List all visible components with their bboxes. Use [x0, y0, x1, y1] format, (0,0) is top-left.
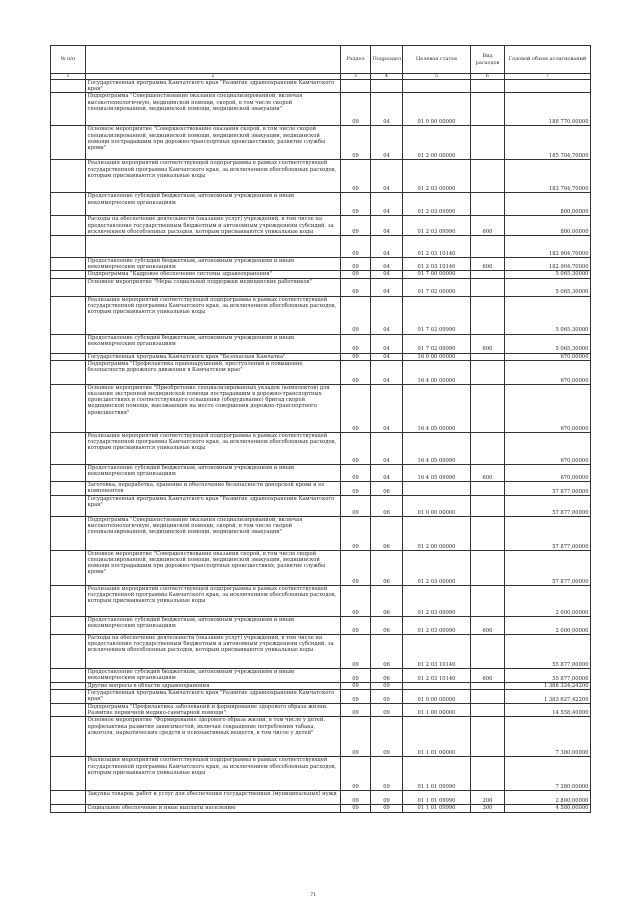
razdel-cell: [341, 80, 371, 93]
name-cell: Расходы на обеспечение деятельности (оказание услуг) учреждений, в том числе на предоставление государственным бюджетным и автономным учреждениям субсидий, за исключением обособленных расходов, которым присваиваются уникальные коды: [86, 216, 341, 236]
csr-cell: 01 7 00 00000: [403, 271, 471, 278]
csr-cell: [403, 481, 471, 495]
razdel-cell: 09: [341, 682, 371, 689]
podrazdel-cell: 04: [371, 353, 403, 360]
csr-cell: 01 1 00 00000: [403, 704, 471, 717]
table-row: [51, 668, 591, 682]
razdel-cell: 09: [341, 495, 371, 516]
amount-cell: 800,00000: [505, 216, 591, 236]
razdel-cell: 09: [341, 791, 371, 805]
table-row: [51, 717, 591, 757]
name-cell: Реализация мероприятий соответствующей подпрограммы в рамках соответствующей государственной программы Камчатского края, за исключением обособленных расходов, которым присваиваются уникальные коды: [86, 160, 341, 193]
vr-cell: [471, 278, 505, 296]
amount-cell: 57 877,00000: [505, 481, 591, 495]
amount-cell: 800,00000: [505, 193, 591, 216]
podrazdel-cell: 04: [371, 296, 403, 334]
table-row: [51, 432, 591, 464]
amount-cell: 4 580,00000: [505, 805, 591, 812]
num-cell: [51, 616, 86, 634]
csr-cell: 16 4 05 09990: [403, 464, 471, 481]
vr-cell: [471, 271, 505, 278]
name-cell: Основное мероприятие "Совершенствование оказания скорой, в том числе скорой специализированной, медицинской помощи, медицинской эвакуации, медицинской помощи пострадавшим при дорожно-транспортных происшествиях, развитие службы крови": [86, 126, 341, 160]
name-cell: Предоставление субсидий бюджетным, автономным учреждениям и иным некоммерческим организациям: [86, 464, 341, 481]
name-cell: Подпрограмма "Кадровое обеспечение системы здравоохранения": [86, 271, 341, 278]
table-row: [51, 334, 591, 353]
razdel-cell: 09: [341, 193, 371, 216]
razdel-cell: 09: [341, 668, 371, 682]
amount-cell: 55 877,00000: [505, 668, 591, 682]
csr-cell: 01 0 00 00000: [403, 495, 471, 516]
amount-cell: 1 383 627,42200: [505, 690, 591, 704]
amount-cell: 57 877,00000: [505, 550, 591, 585]
table-row: [51, 757, 591, 791]
csr-cell: 01 1 01 09990: [403, 805, 471, 812]
vr-cell: 600: [471, 464, 505, 481]
podrazdel-cell: 09: [371, 791, 403, 805]
csr-cell: 01 2 03 09990: [403, 193, 471, 216]
table-row: [51, 791, 591, 805]
csr-cell: 16 4 05 09990: [403, 432, 471, 464]
amount-cell: [505, 80, 591, 93]
num-cell: [51, 668, 86, 682]
table-row: [51, 585, 591, 616]
vr-cell: 200: [471, 791, 505, 805]
vr-cell: [471, 432, 505, 464]
table-row: [51, 193, 591, 216]
amount-cell: 183 704,70000: [505, 160, 591, 193]
table-row: [51, 704, 591, 717]
table-row: [51, 550, 591, 585]
name-cell: Подпрограмма "Профилактика правонарушений, преступлений и повышение безопасности дорожного движения в Камчатском крае": [86, 360, 341, 384]
vr-cell: [471, 634, 505, 668]
num-cell: [51, 278, 86, 296]
podrazdel-cell: 04: [371, 258, 403, 271]
amount-cell: 670,00000: [505, 464, 591, 481]
name-cell: Закупка товаров, работ и услуг для обеспечения государственных (муниципальных) нужд: [86, 791, 341, 805]
amount-cell: 1 388 324,24200: [505, 682, 591, 689]
header-csr: Целевая статья: [403, 46, 471, 74]
vr-cell: 600: [471, 216, 505, 236]
index-cell: 3: [341, 74, 371, 80]
num-cell: [51, 805, 86, 812]
num-cell: [51, 258, 86, 271]
amount-cell: 7 380,00000: [505, 757, 591, 791]
csr-cell: 16 4 00 00000: [403, 360, 471, 384]
podrazdel-cell: 04: [371, 271, 403, 278]
vr-cell: [471, 360, 505, 384]
csr-cell: 16 4 05 00000: [403, 384, 471, 432]
razdel-cell: 09: [341, 334, 371, 353]
amount-cell: 57 877,00000: [505, 516, 591, 550]
table-row: [51, 80, 591, 93]
razdel-cell: 09: [341, 216, 371, 236]
vr-cell: [471, 160, 505, 193]
name-cell: Подпрограмма "Совершенствование оказания специализированной, включая высокотехнологичную, медицинской помощи, скорой, в том числе скорой специализированной, медицинской помощи, медицинской эвакуации": [86, 93, 341, 126]
podrazdel-cell: 06: [371, 495, 403, 516]
podrazdel-cell: 04: [371, 236, 403, 258]
table-row: [51, 126, 591, 160]
name-cell: Государственная программа Камчатского края "Развитие здравоохранения Камчатского края": [86, 495, 341, 516]
num-cell: [51, 334, 86, 353]
name-cell: Основное мероприятие "Меры социальной поддержки медицинских работников": [86, 278, 341, 296]
podrazdel-cell: 09: [371, 682, 403, 689]
amount-cell: 670,00000: [505, 353, 591, 360]
podrazdel-cell: 04: [371, 464, 403, 481]
razdel-cell: 09: [341, 160, 371, 193]
razdel-cell: 09: [341, 353, 371, 360]
table-row: [51, 616, 591, 634]
page-number: 71: [310, 892, 317, 898]
podrazdel-cell: 06: [371, 616, 403, 634]
vr-cell: [471, 717, 505, 757]
razdel-cell: 09: [341, 432, 371, 464]
name-cell: Государственная программа Камчатского края "Безопасная Камчатка": [86, 353, 341, 360]
amount-cell: 5 065,30000: [505, 296, 591, 334]
vr-cell: [471, 236, 505, 258]
amount-cell: 14 558,40000: [505, 704, 591, 717]
num-cell: [51, 432, 86, 464]
table-row: [51, 258, 591, 271]
table-row: [51, 271, 591, 278]
num-cell: [51, 464, 86, 481]
table-row: [51, 805, 591, 812]
razdel-cell: 09: [341, 757, 371, 791]
amount-cell: 55 877,00000: [505, 634, 591, 668]
csr-cell: [403, 80, 471, 93]
razdel-cell: 09: [341, 481, 371, 495]
name-cell: Государственная программа Камчатского края "Развитие здравоохранения Камчатского края": [86, 690, 341, 704]
vr-cell: [471, 757, 505, 791]
csr-cell: 01 2 03 09990: [403, 216, 471, 236]
name-cell: Реализация мероприятий соответствующей подпрограммы в рамках соответствующей государственной программы Камчатского края, за исключением обособленных расходов, которым присваиваются уникальные коды: [86, 757, 341, 791]
podrazdel-cell: 04: [371, 216, 403, 236]
csr-cell: 01 2 03 10140: [403, 258, 471, 271]
razdel-cell: 09: [341, 550, 371, 585]
csr-cell: 01 2 03 09990: [403, 585, 471, 616]
podrazdel-cell: 04: [371, 278, 403, 296]
name-cell: Предоставление субсидий бюджетным, автономным учреждениям и иным некоммерческим организациям: [86, 334, 341, 353]
razdel-cell: 09: [341, 704, 371, 717]
podrazdel-cell: 06: [371, 634, 403, 668]
num-cell: [51, 236, 86, 258]
podrazdel-cell: 06: [371, 516, 403, 550]
vr-cell: [471, 384, 505, 432]
vr-cell: 300: [471, 805, 505, 812]
name-cell: Расходы на обеспечение деятельности (оказание услуг) учреждений, в том числе на предоставление государственным бюджетным и автономным учреждениям субсидий, за исключением обособленных расходов, которым присваиваются уникальные коды: [86, 634, 341, 668]
num-cell: [51, 384, 86, 432]
vr-cell: [471, 682, 505, 689]
num-cell: [51, 791, 86, 805]
razdel-cell: 09: [341, 271, 371, 278]
name-cell: Подпрограмма "Совершенствование оказания специализированной, включая высокотехнологичную, медицинской помощи, скорой, в том числе скорой специализированной, медицинской помощи, медицинской эвакуации": [86, 516, 341, 550]
name-cell: Предоставление субсидий бюджетным, автономным учреждениям и иным некоммерческим организациям: [86, 258, 341, 271]
num-cell: [51, 550, 86, 585]
vr-cell: [471, 80, 505, 93]
vr-cell: [471, 585, 505, 616]
csr-cell: 01 2 03 10140: [403, 236, 471, 258]
podrazdel-cell: 04: [371, 384, 403, 432]
table-body: [51, 80, 591, 813]
podrazdel-cell: 06: [371, 585, 403, 616]
vr-cell: [471, 481, 505, 495]
num-cell: [51, 585, 86, 616]
table-row: [51, 236, 591, 258]
name-cell: [86, 236, 341, 258]
header-num: № п/п: [51, 46, 86, 74]
name-cell: Реализация мероприятий соответствующей подпрограммы в рамках соответствующей государственной программы Камчатского края, за исключением обособленных расходов, которым присваиваются уникальные коды: [86, 585, 341, 616]
num-cell: [51, 682, 86, 689]
index-cell: 1: [51, 74, 86, 80]
num-cell: [51, 353, 86, 360]
index-cell: 7: [505, 74, 591, 80]
num-cell: [51, 516, 86, 550]
vr-cell: [471, 550, 505, 585]
razdel-cell: 09: [341, 360, 371, 384]
table-row: [51, 481, 591, 495]
podrazdel-cell: 09: [371, 717, 403, 757]
name-cell: Реализация мероприятий соответствующей подпрограммы в рамках соответствующей государственной программы Камчатского края, за исключением обособленных расходов, которым присваиваются уникальные коды: [86, 432, 341, 464]
num-cell: [51, 160, 86, 193]
amount-cell: 7 380,00000: [505, 717, 591, 757]
num-cell: [51, 704, 86, 717]
num-cell: [51, 481, 86, 495]
table-row: [51, 495, 591, 516]
name-cell: Основное мероприятие "Совершенствование оказания скорой, в том числе скорой специализированной, медицинской помощи, медицинской эвакуации, медицинской помощи пострадавшим при дорожно-транспортных происшествиях, развитие службы крови": [86, 550, 341, 585]
header-amount: Годовой объем ассигнований: [505, 46, 591, 74]
csr-cell: 01 2 03 00000: [403, 160, 471, 193]
csr-cell: 01 1 01 09990: [403, 791, 471, 805]
csr-cell: 01 2 03 10140: [403, 668, 471, 682]
num-cell: [51, 757, 86, 791]
podrazdel-cell: 04: [371, 432, 403, 464]
podrazdel-cell: 09: [371, 690, 403, 704]
csr-cell: [403, 682, 471, 689]
razdel-cell: 09: [341, 616, 371, 634]
table-row: [51, 216, 591, 236]
razdel-cell: 09: [341, 585, 371, 616]
num-cell: [51, 360, 86, 384]
podrazdel-cell: 09: [371, 757, 403, 791]
amount-cell: 5 065,30000: [505, 271, 591, 278]
podrazdel-cell: 04: [371, 160, 403, 193]
name-cell: Другие вопросы в области здравоохранения: [86, 682, 341, 689]
num-cell: [51, 690, 86, 704]
name-cell: Предоставление субсидий бюджетным, автономным учреждениям и иным некоммерческим организациям: [86, 668, 341, 682]
name-cell: Предоставление субсидий бюджетным, автономным учреждениям и иным некоммерческим организациям: [86, 616, 341, 634]
table-row: [51, 296, 591, 334]
podrazdel-cell: 04: [371, 360, 403, 384]
amount-cell: 185 704,70000: [505, 126, 591, 160]
index-cell: 5: [403, 74, 471, 80]
num-cell: [51, 126, 86, 160]
razdel-cell: 09: [341, 516, 371, 550]
name-cell: Государственная программа Камчатского края "Развитие здравоохранения Камчатского края": [86, 80, 341, 93]
num-cell: [51, 80, 86, 93]
budget-table: [50, 45, 591, 813]
csr-cell: 01 2 03 09990: [403, 616, 471, 634]
razdel-cell: 09: [341, 93, 371, 126]
num-cell: [51, 93, 86, 126]
csr-cell: 01 2 00 00000: [403, 516, 471, 550]
table-row: [51, 278, 591, 296]
podrazdel-cell: [371, 80, 403, 93]
table-row: [51, 360, 591, 384]
amount-cell: 5 065,30000: [505, 334, 591, 353]
podrazdel-cell: 09: [371, 704, 403, 717]
name-cell: Основное мероприятие "Формирование здорового образа жизни, в том числе у детей, профилактика развития зависимостей, включая сокращение потребления табака, алкоголя, наркотических средств и психоактивных веществ, в том числе у детей": [86, 717, 341, 757]
csr-cell: 01 2 03 10140: [403, 634, 471, 668]
table-row: [51, 353, 591, 360]
num-cell: [51, 271, 86, 278]
name-cell: Социальное обеспечение и иные выплаты населению: [86, 805, 341, 812]
podrazdel-cell: 09: [371, 805, 403, 812]
table-row: [51, 682, 591, 689]
amount-cell: 670,00000: [505, 432, 591, 464]
vr-cell: 600: [471, 258, 505, 271]
name-cell: Заготовка, переработка, хранение и обеспечение безопасности донорской крови и ее компонентов: [86, 481, 341, 495]
table-row: [51, 634, 591, 668]
csr-cell: 01 0 00 00000: [403, 690, 471, 704]
amount-cell: 182 904,70000: [505, 258, 591, 271]
csr-cell: 01 7 02 00000: [403, 278, 471, 296]
podrazdel-cell: 04: [371, 126, 403, 160]
vr-cell: [471, 704, 505, 717]
amount-cell: 5 065,30000: [505, 278, 591, 296]
csr-cell: 01 7 02 09990: [403, 296, 471, 334]
table-row: [51, 384, 591, 432]
name-cell: Основное мероприятие "Приобретение специализированных укладок (комплектов) для оказания экстренной медицинской помощи пострадавшим в дорожно-транспортных происшествиях и соответствующего оснащения (оборудование) бригад скорой медицинской помощи, выезжающих на место совершения дорожно-транспортного происшествия": [86, 384, 341, 432]
header-vr: Вид расходов: [471, 46, 505, 74]
vr-cell: [471, 516, 505, 550]
vr-cell: 600: [471, 616, 505, 634]
podrazdel-cell: 06: [371, 481, 403, 495]
csr-cell: 01 2 03 00000: [403, 550, 471, 585]
csr-cell: 01 1 01 09990: [403, 757, 471, 791]
amount-cell: 182 904,70000: [505, 236, 591, 258]
name-cell: Реализация мероприятий соответствующей подпрограммы в рамках соответствующей государственной программы Камчатского края, за исключением обособленных расходов, которым присваиваются уникальные коды: [86, 296, 341, 334]
num-cell: [51, 717, 86, 757]
header-name: [86, 46, 341, 74]
vr-cell: [471, 93, 505, 126]
podrazdel-cell: 06: [371, 550, 403, 585]
amount-cell: 670,00000: [505, 384, 591, 432]
razdel-cell: 09: [341, 278, 371, 296]
name-cell: Подпрограмма "Профилактика заболеваний и формирование здорового образа жизни. Развитие первичной медико-санитарной помощи": [86, 704, 341, 717]
index-cell: 2: [86, 74, 341, 80]
podrazdel-cell: 04: [371, 334, 403, 353]
table-row: [51, 160, 591, 193]
vr-cell: [471, 126, 505, 160]
razdel-cell: 09: [341, 296, 371, 334]
num-cell: [51, 296, 86, 334]
table-row: [51, 464, 591, 481]
csr-cell: 01 2 00 00000: [403, 126, 471, 160]
razdel-cell: 09: [341, 384, 371, 432]
num-cell: [51, 216, 86, 236]
podrazdel-cell: 06: [371, 668, 403, 682]
vr-cell: 600: [471, 668, 505, 682]
csr-cell: 16 0 00 00000: [403, 353, 471, 360]
num-cell: [51, 193, 86, 216]
razdel-cell: 09: [341, 464, 371, 481]
vr-cell: 600: [471, 334, 505, 353]
header-row: [51, 46, 591, 74]
header-podrazdel: Подраздел: [371, 46, 403, 74]
header-razdel: Раздел: [341, 46, 371, 74]
amount-cell: 2 000,00000: [505, 585, 591, 616]
amount-cell: 670,00000: [505, 360, 591, 384]
razdel-cell: 09: [341, 690, 371, 704]
csr-cell: 01 7 02 09990: [403, 334, 471, 353]
name-cell: Предоставление субсидий бюджетным, автономным учреждениям и иным некоммерческим организациям: [86, 193, 341, 216]
csr-cell: 01 1 01 00000: [403, 717, 471, 757]
vr-cell: [471, 495, 505, 516]
razdel-cell: 09: [341, 236, 371, 258]
index-cell: 6: [471, 74, 505, 80]
table-row: [51, 93, 591, 126]
amount-cell: 2 000,00000: [505, 616, 591, 634]
index-cell: 4: [371, 74, 403, 80]
razdel-cell: 09: [341, 126, 371, 160]
razdel-cell: 09: [341, 717, 371, 757]
vr-cell: [471, 296, 505, 334]
podrazdel-cell: 04: [371, 193, 403, 216]
vr-cell: [471, 690, 505, 704]
razdel-cell: 09: [341, 634, 371, 668]
vr-cell: [471, 353, 505, 360]
num-cell: [51, 495, 86, 516]
razdel-cell: 09: [341, 258, 371, 271]
razdel-cell: 09: [341, 805, 371, 812]
podrazdel-cell: 04: [371, 93, 403, 126]
amount-cell: 57 877,00000: [505, 495, 591, 516]
table-row: [51, 690, 591, 704]
vr-cell: [471, 193, 505, 216]
amount-cell: 2 800,00000: [505, 791, 591, 805]
amount-cell: 188 770,00000: [505, 93, 591, 126]
num-cell: [51, 634, 86, 668]
csr-cell: 01 0 00 00000: [403, 93, 471, 126]
table-row: [51, 516, 591, 550]
